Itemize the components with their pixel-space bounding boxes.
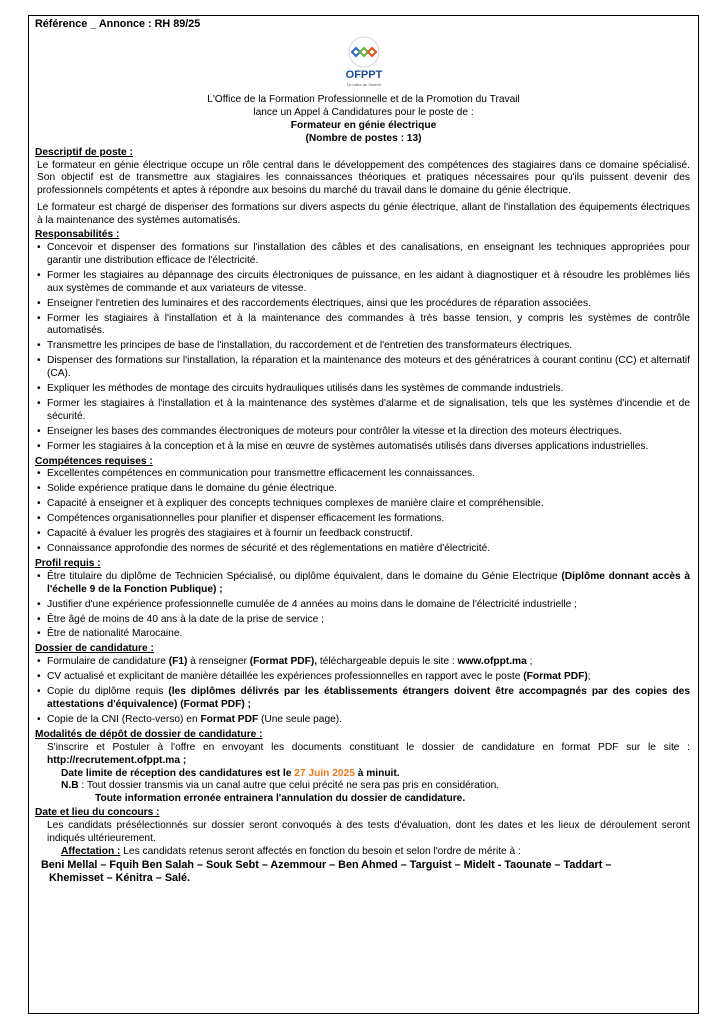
position-count: (Nombre de postes : 13) [305, 132, 422, 144]
descriptif-paragraph-2: Le formateur est chargé de dispenser des formations sur divers aspects du génie électrique, allant de l'installation des équipements électriques à la maintenance des systèmes automatisés. [37, 202, 690, 227]
text-bold: (Format PDF) [523, 671, 588, 683]
responsabilites-list [35, 242, 692, 454]
title-block [35, 94, 692, 146]
section-title-competences: Compétences requises : [35, 455, 153, 467]
text: Date limite de réception des candidatures est le [61, 767, 295, 779]
text-bold: Format PDF [200, 713, 259, 725]
nb-label: N.B [61, 780, 79, 792]
section-title-responsabilites: Responsabilités : [35, 229, 120, 241]
list-item [35, 671, 692, 684]
list-item: • Former les stagiaires à l'installation et à la maintenance des commandes à très basse tension, y compris les systèmes de contrôle automatisés. [35, 313, 692, 339]
list-item: • Enseigner les bases des commandes électroniques de moteurs pour contrôler la vitesse et la direction des moteurs électriques. [35, 426, 692, 439]
announcement-document [28, 15, 699, 1014]
deadline [35, 768, 692, 781]
nb-note [35, 780, 692, 793]
profil-list [35, 571, 692, 642]
list-item: • Former les stagiaires au dépannage des circuits électroniques de puissance, en les aidant à diagnostiquer et à résoudre les problèmes liés aux systèmes de commande et aux variateurs de vitesse. [35, 270, 692, 296]
list-item: • Être de nationalité Marocaine. [35, 628, 692, 641]
text: (Une seule page). [258, 713, 343, 725]
list-item: • Former les stagiaires à la conception et à la mise en œuvre de systèmes automatisés utilisés dans diverses applications industrielles. [35, 441, 692, 454]
affectation-label: Affectation : [61, 845, 121, 857]
section-title-dossier: Dossier de candidature : [35, 643, 154, 655]
text: Formulaire de candidature [47, 656, 169, 668]
cities-line-1: Beni Mellal – Fquih Ben Salah – Souk Sebt – Azemmour – Ben Ahmed – Targuist – Midelt - Taounate – Taddart – [41, 858, 612, 871]
list-item: • Capacité à enseigner et à expliquer des concepts techniques complexes de manière claire et compréhensible. [35, 498, 692, 511]
text: téléchargeable depuis le site : [317, 656, 458, 668]
competences-list [35, 468, 692, 555]
descriptif-paragraph-1: Le formateur en génie électrique occupe un rôle central dans le développement des compétences des stagiaires dans ce domaine spécialisé. Son objectif est de transmettre aux stagiaires les connaissances théoriques et pratiques nécessaires pour qu'ils puissent devenir des professionnels compétents et aptes à répondre aux besoins du marché du travail dans le domaine du génie électrique. [37, 159, 690, 197]
profil-item-emphasis: (Diplôme donnant accès à l'échelle 9 de la Fonction Publique) ; [47, 570, 690, 595]
text: CV actualisé et explicitant de manière détaillée les expériences professionnelles en rapport avec le poste [47, 671, 524, 683]
list-item: • Dispenser des formations sur l'installation, la réparation et la maintenance des moteurs et des génératrices à courant continu (CC) et alternatif (CA). [35, 355, 692, 381]
text: : Tout dossier transmis via un canal autre que celui précité ne sera pas pris en considération. [78, 780, 500, 792]
list-item [35, 571, 692, 597]
org-name: L'Office de la Formation Professionnelle et de la Promotion du Travail [207, 94, 520, 105]
list-item: • Solide expérience pratique dans le domaine du génie électrique. [35, 483, 692, 496]
reference: Référence _ Annonce : RH 89/25 [35, 18, 201, 30]
logo-text: OFPPT [345, 69, 382, 81]
call-text: lance un Appel à Candidatures pour le poste de : [253, 106, 474, 118]
list-item: • Enseigner l'entretien des luminaires et des raccordements électriques, ainsi que les procédures de réparation associées. [35, 298, 692, 311]
cities-line-2: Khemisset – Kénitra – Salé. [49, 872, 191, 885]
text: Copie de la CNI (Recto-verso) en [47, 713, 201, 725]
affectation [35, 846, 692, 859]
text: Copie du diplôme requis [47, 686, 169, 698]
recruitment-link[interactable]: http://recrutement.ofppt.ma ; [47, 754, 187, 766]
section-title-concours: Date et lieu du concours : [35, 807, 160, 819]
modalites-paragraph [35, 742, 692, 768]
section-title-descriptif: Descriptif de poste : [35, 146, 133, 158]
text: ; [587, 671, 591, 683]
list-item: • Justifier d'une expérience professionnelle cumulée de 4 années au moins dans le domaine de l'électricité industrielle ; [35, 599, 692, 612]
text-bold: (les diplômes délivrés par les établissements étrangers doivent être accompagnés par des copies des attestations d'équivalence) (Format PDF) ; [47, 686, 691, 710]
list-item: • Compétences organisationnelles pour planifier et dispenser efficacement les formations. [35, 513, 692, 526]
list-item: • Être âgé de moins de 40 ans à la date de la prise de service ; [35, 614, 692, 627]
text: Les candidats retenus seront affectés en fonction du besoin et selon l'ordre de mérite à : [120, 845, 521, 857]
position-title: Formateur en génie électrique [290, 119, 437, 131]
dossier-list [35, 656, 692, 727]
ofppt-logo-icon [334, 35, 394, 91]
text: ; [526, 656, 533, 668]
warning-note: Toute information erronée entrainera l'annulation du dossier de candidature. [95, 793, 466, 805]
section-title-profil: Profil requis : [35, 557, 101, 569]
list-item [35, 686, 692, 712]
website-link[interactable]: www.ofppt.ma [457, 656, 527, 668]
logo-tagline: Le cœur de l'avenir [346, 82, 381, 87]
ofppt-logo [35, 35, 692, 91]
list-item [35, 714, 692, 727]
text: à renseigner [187, 656, 250, 668]
concours-paragraph: Les candidats présélectionnés sur dossier seront convoqués à des tests d'évaluation, dont les dates et les lieux de déroulement seront indiqués ultérieurement. [47, 820, 690, 845]
deadline-date: 27 Juin 2025 [294, 767, 355, 779]
profil-item-text: Être titulaire du diplôme de Technicien Spécialisé, ou diplôme équivalent, dans le domaine du Génie Electrique [47, 570, 562, 582]
list-item: • Transmettre les principes de base de l'installation, du raccordement et de l'entretien des transformateurs électriques. [35, 340, 692, 353]
text-bold: (F1) [168, 656, 188, 668]
text: à minuit. [354, 767, 400, 779]
list-item: • Connaissance approfondie des normes de sécurité et des réglementations en matière d'électricité. [35, 543, 692, 556]
list-item: • Former les stagiaires à l'installation et à la maintenance des systèmes d'alarme et de signalisation, tels que les systèmes d'incendie et de sécurité. [35, 398, 692, 424]
text-bold: (Format PDF), [249, 656, 318, 668]
list-item [35, 656, 692, 669]
text: S'inscrire et Postuler à l'offre en envoyant les documents constituant le dossier de candidature en format PDF sur le site : [47, 741, 690, 753]
list-item: • Expliquer les méthodes de montage des circuits hydrauliques utilisés dans les systèmes de commande industriels. [35, 383, 692, 396]
section-title-modalites: Modalités de dépôt de dossier de candidature : [35, 728, 263, 740]
list-item: • Capacité à évaluer les progrès des stagiaires et à fournir un feedback constructif. [35, 528, 692, 541]
list-item: • Concevoir et dispenser des formations sur l'installation des câbles et des canalisations, en enseignant les techniques appropriées pour garantir une distribution efficace de l'électricité. [35, 242, 692, 268]
list-item: • Excellentes compétences en communication pour transmettre efficacement les connaissances. [35, 468, 692, 481]
